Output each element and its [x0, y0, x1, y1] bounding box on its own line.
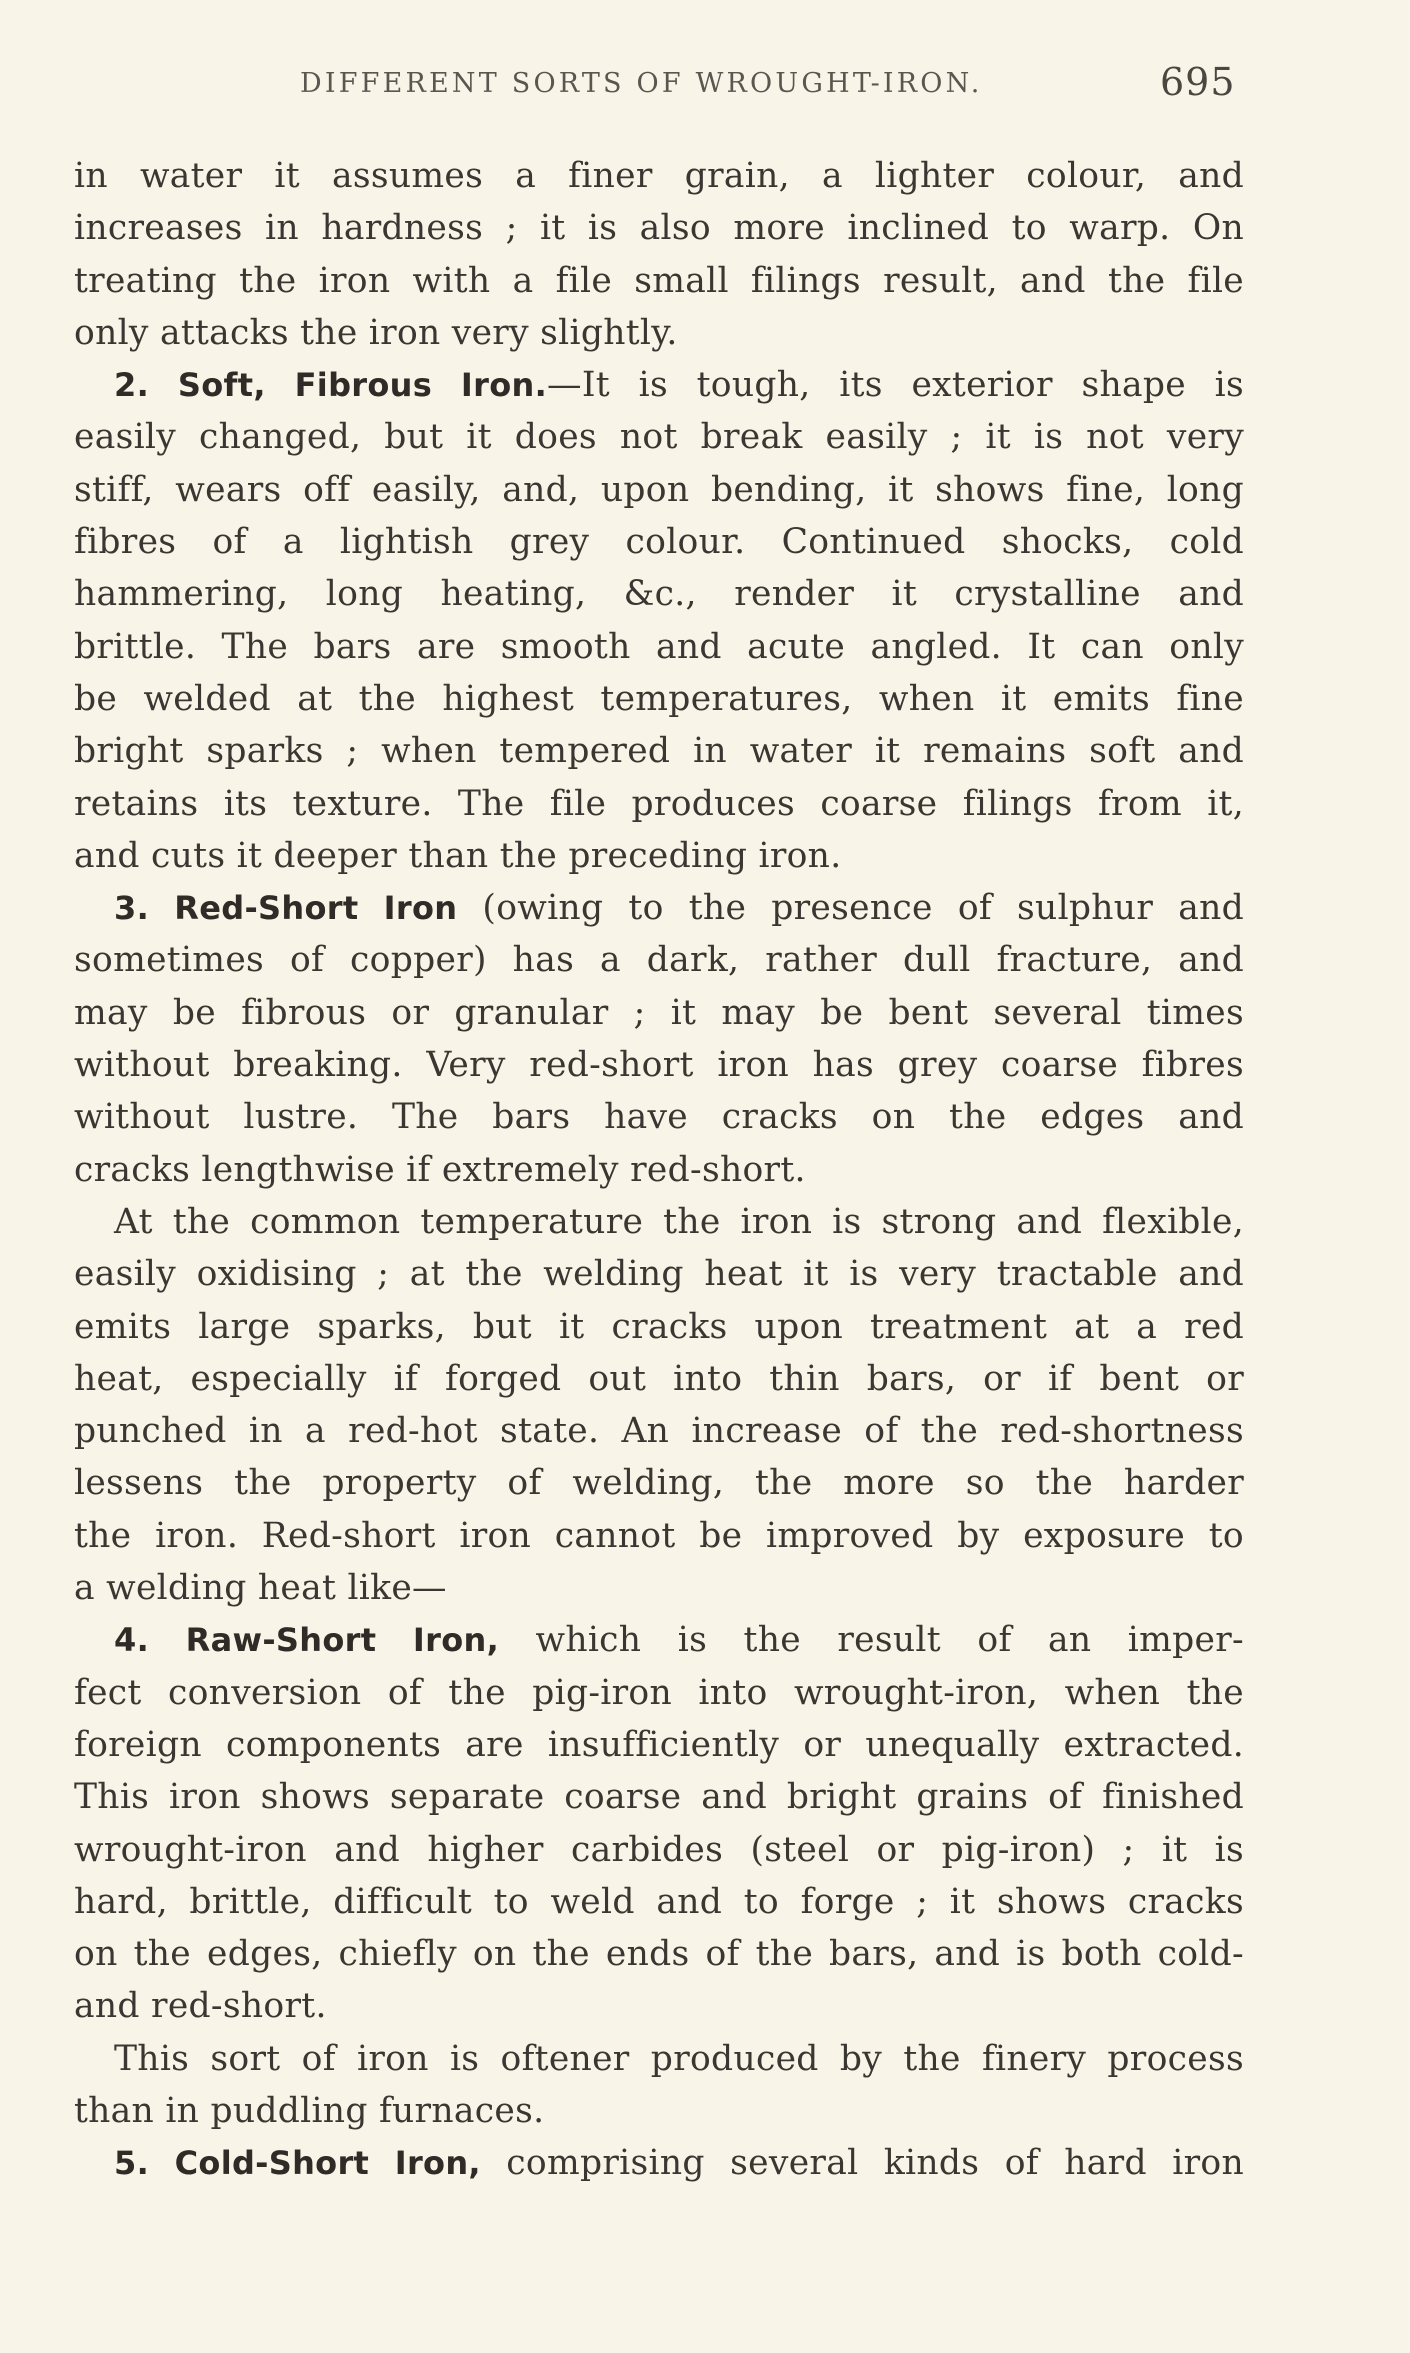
text-line [74, 1771, 1244, 1823]
text-line [74, 2033, 1244, 2085]
text-line [74, 1667, 1244, 1719]
text-run: brittle. The bars are smooth and acute angled. It can only [74, 626, 1244, 667]
text-line [74, 882, 1244, 934]
text-run: easily changed, but it does not break easily ; it is not very [74, 417, 1244, 458]
text-run: hard, brittle, difficult to weld and to forge ; it shows cracks [74, 1881, 1244, 1922]
text-line [74, 464, 1244, 516]
text-line [74, 1091, 1244, 1143]
text-line [74, 150, 1244, 202]
text-run: (owing to the presence of sulphur and [457, 888, 1244, 929]
text-line [74, 621, 1244, 673]
text-line [74, 1196, 1244, 1248]
text-run: and red-short. [74, 1986, 327, 2027]
text-line [74, 1562, 1244, 1614]
text-run: than in puddling furnaces. [74, 2090, 545, 2131]
text-line [74, 2085, 1244, 2137]
text-run: only attacks the iron very slightly. [74, 312, 678, 353]
text-run: a welding heat like— [74, 1568, 447, 1609]
text-line [74, 830, 1244, 882]
text-run: This sort of iron is oftener produced by the finery process [114, 2038, 1244, 2079]
text-run: may be fibrous or granular ; it may be bent several times [74, 992, 1244, 1033]
text-run: sometimes of copper) has a dark, rather dull fracture, and [74, 940, 1244, 981]
text-line [74, 987, 1244, 1039]
text-run: hammering, long heating, &c., render it crystalline and [74, 574, 1244, 615]
text-run: treating the iron with a file small filings result, and the file [74, 260, 1244, 301]
text-run: punched in a red-hot state. An increase of the red-shortness [74, 1411, 1244, 1452]
text-run: —It is tough, its exterior shape is [547, 365, 1244, 406]
text-run: without lustre. The bars have cracks on the edges and [74, 1097, 1244, 1138]
running-title: DIFFERENT SORTS OF WROUGHT-IRON. [300, 68, 983, 99]
text-line [74, 255, 1244, 307]
text-run: lessens the property of welding, the more so the harder [74, 1463, 1244, 1504]
text-run: wrought-iron and higher carbides (steel or pig-iron) ; it is [74, 1829, 1244, 1870]
text-run: which is the result of an imper- [499, 1620, 1244, 1661]
text-line [74, 307, 1244, 359]
text-line [74, 1039, 1244, 1091]
text-run: on the edges, chiefly on the ends of the bars, and is both cold- [74, 1934, 1244, 1975]
text-run: emits large sparks, but it cracks upon treatment at a red [74, 1306, 1244, 1347]
text-run: the iron. Red-short iron cannot be improved by exposure to [74, 1515, 1244, 1556]
text-line [74, 568, 1244, 620]
text-line [74, 1719, 1244, 1771]
text-line [74, 1510, 1244, 1562]
text-line [74, 1928, 1244, 1980]
text-line [74, 778, 1244, 830]
text-line [74, 934, 1244, 986]
text-line [74, 1824, 1244, 1876]
text-run: foreign components are insufficiently or unequally extracted. [74, 1724, 1244, 1765]
text-line [74, 202, 1244, 254]
text-line [74, 411, 1244, 463]
text-run: heat, especially if forged out into thin bars, or if bent or [74, 1358, 1244, 1399]
text-line [74, 1876, 1244, 1928]
text-line [74, 1614, 1244, 1666]
text-run: increases in hardness ; it is also more inclined to warp. On [74, 208, 1244, 249]
text-line [74, 359, 1244, 411]
text-run: This iron shows separate coarse and bright grains of finished [74, 1777, 1244, 1818]
section-heading: 5. Cold-Short Iron, [114, 2144, 481, 2183]
text-line [74, 1405, 1244, 1457]
text-run: fect conversion of the pig-iron into wrought-iron, when the [74, 1672, 1244, 1713]
body-text [74, 150, 1244, 2190]
text-line [74, 1353, 1244, 1405]
text-line [74, 1248, 1244, 1300]
text-run: retains its texture. The file produces coarse filings from it, [74, 783, 1244, 824]
text-run: be welded at the highest temperatures, when it emits fine [74, 678, 1244, 719]
text-line [74, 1457, 1244, 1509]
text-line [74, 725, 1244, 777]
text-run: stiff, wears off easily, and, upon bending, it shows fine, long [74, 469, 1244, 510]
running-header [0, 60, 1410, 130]
text-line [74, 1301, 1244, 1353]
section-heading: 3. Red-Short Iron [114, 889, 458, 928]
text-line [74, 516, 1244, 568]
text-run: fibres of a lightish grey colour. Continued shocks, cold [74, 522, 1244, 563]
text-run: without breaking. Very red-short iron has grey coarse fibres [74, 1045, 1244, 1086]
text-run: cracks lengthwise if extremely red-short. [74, 1149, 806, 1190]
text-run: comprising several kinds of hard iron [480, 2143, 1244, 2184]
text-line [74, 2137, 1244, 2189]
text-run: At the common temperature the iron is strong and flexible, [114, 1201, 1244, 1242]
page-number: 695 [1160, 60, 1236, 104]
section-heading: 4. Raw-Short Iron, [114, 1621, 500, 1660]
text-run: and cuts it deeper than the preceding iron. [74, 835, 842, 876]
text-run: easily oxidising ; at the welding heat it is very tractable and [74, 1254, 1244, 1295]
text-line [74, 1980, 1244, 2032]
text-line [74, 1144, 1244, 1196]
section-heading: 2. Soft, Fibrous Iron. [114, 366, 548, 405]
text-run: bright sparks ; when tempered in water it remains soft and [74, 731, 1244, 772]
text-line [74, 673, 1244, 725]
text-run: in water it assumes a finer grain, a lighter colour, and [74, 156, 1244, 196]
